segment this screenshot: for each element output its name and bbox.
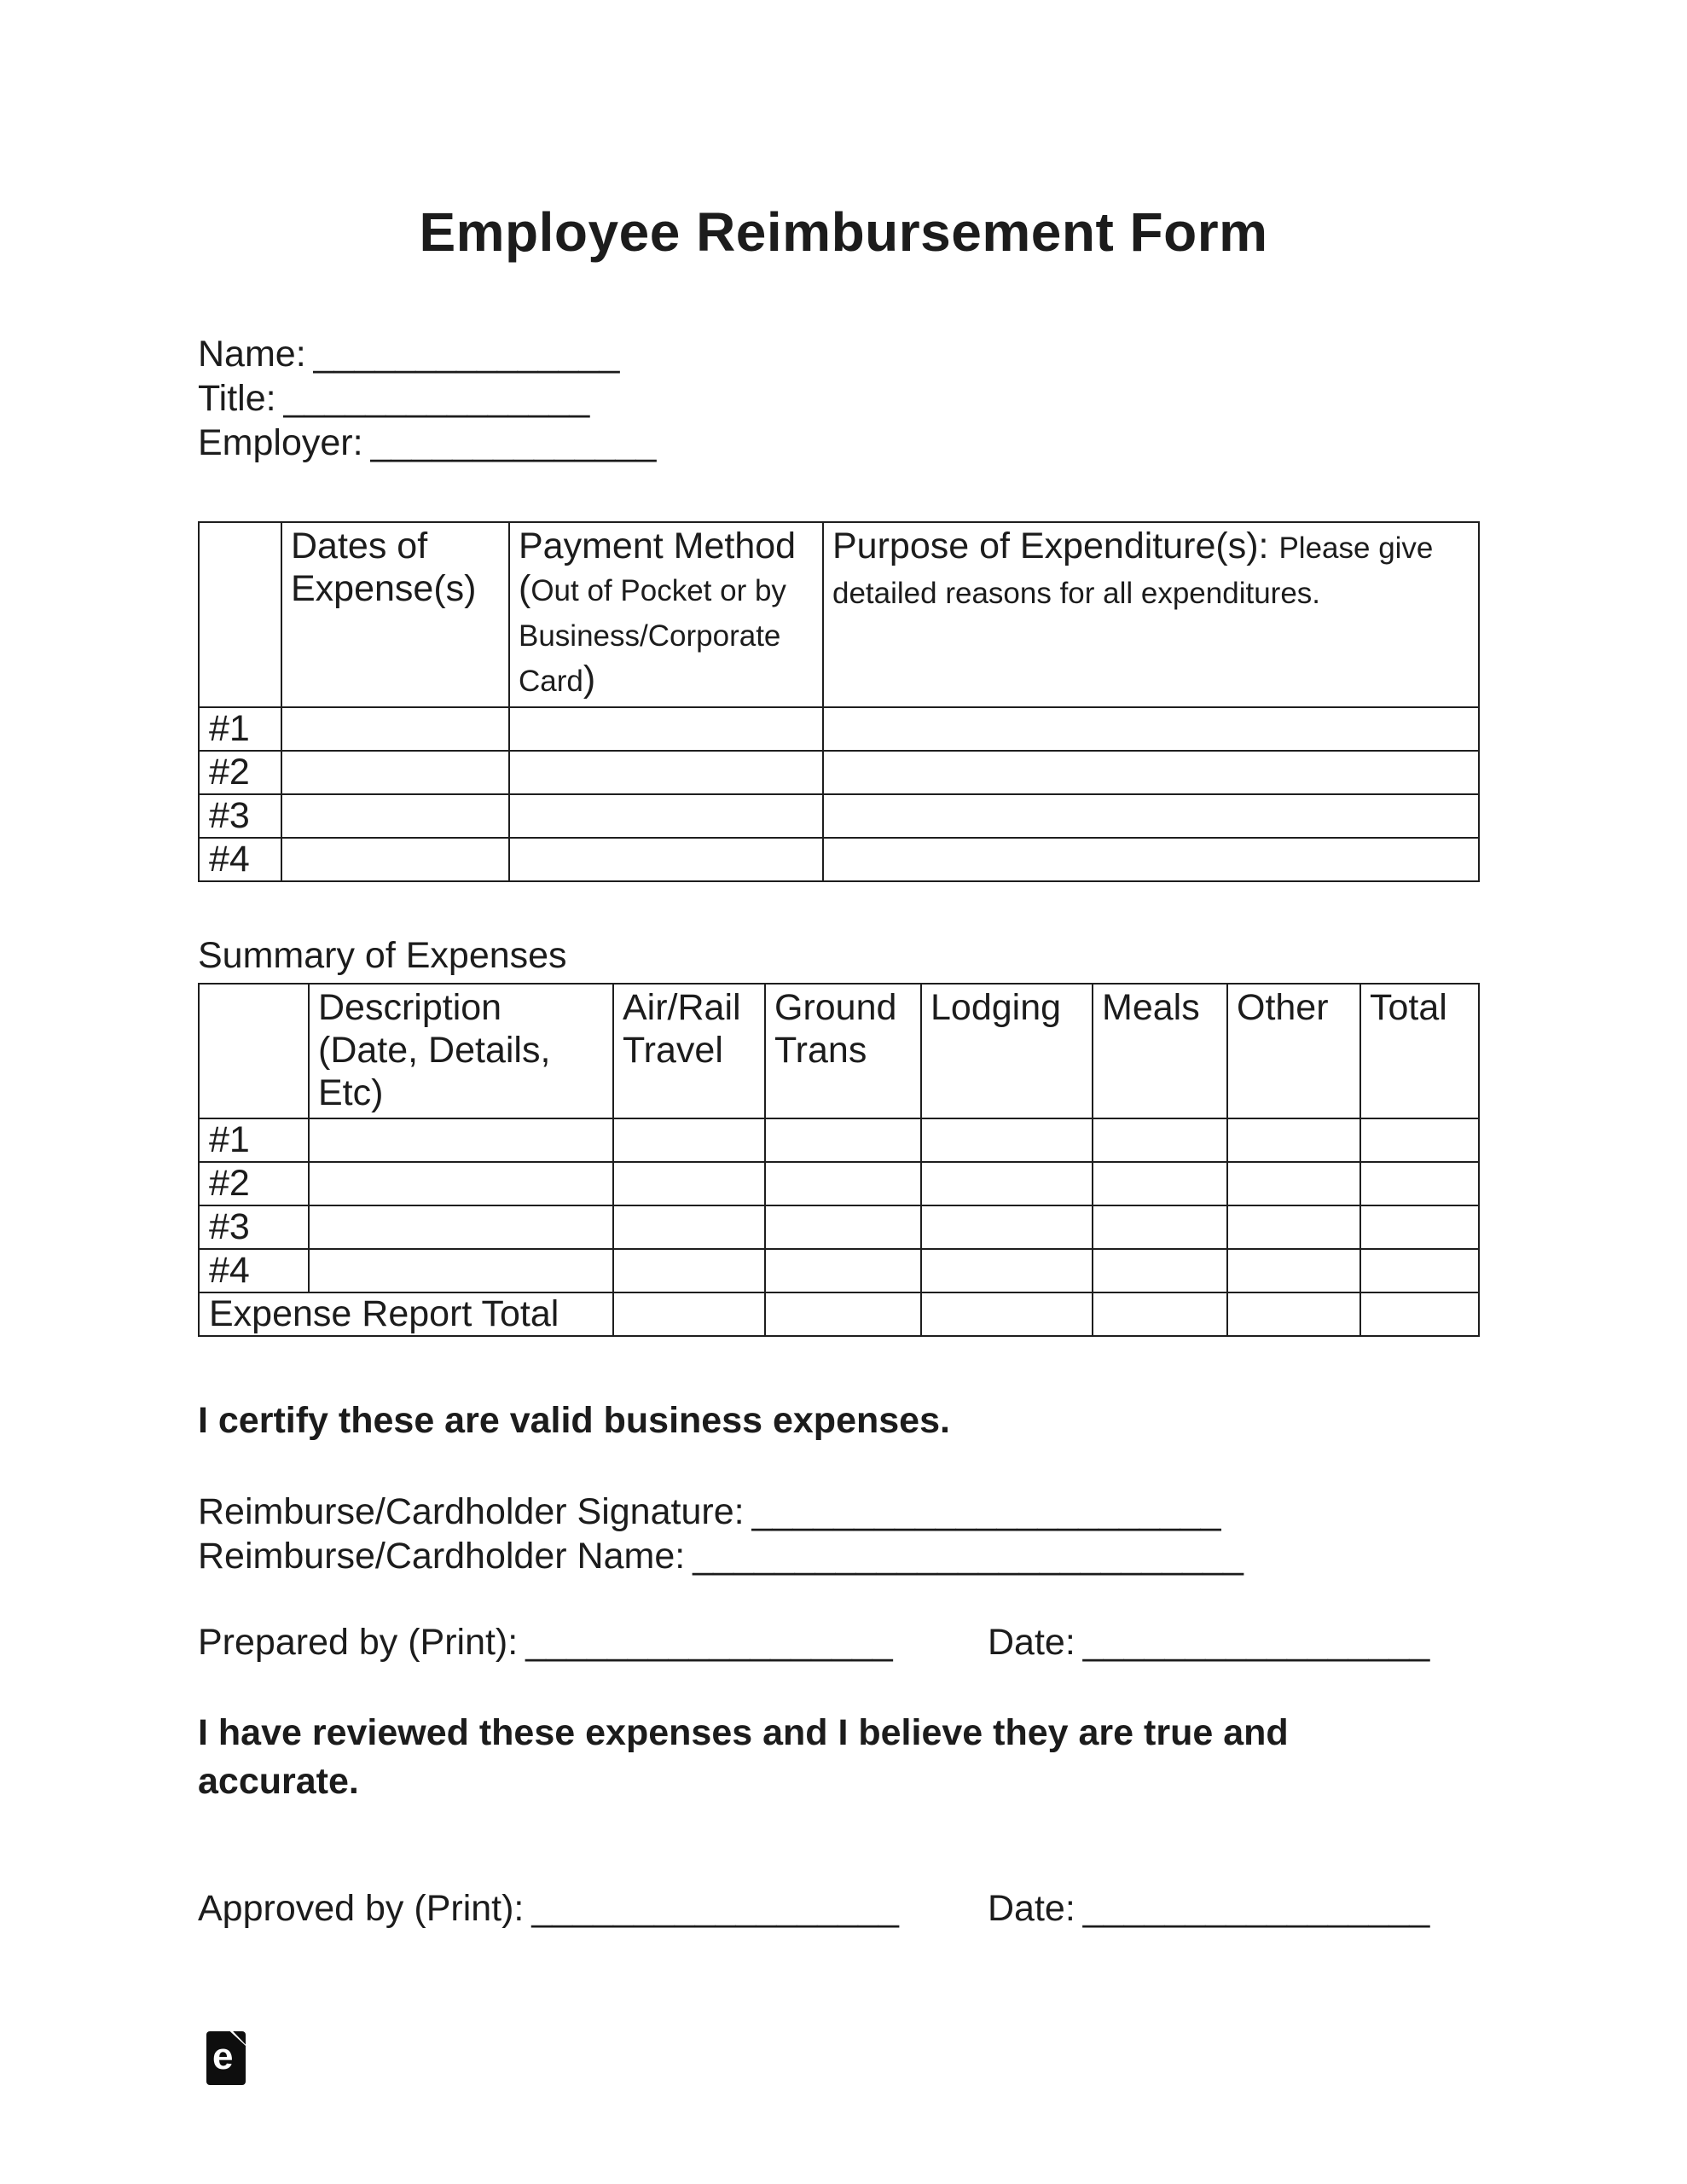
summary-of-expenses-heading: Summary of Expenses [198,935,567,976]
payment-method-subtext: (Out of Pocket or by Business/Corporate Card) [519,568,786,700]
summary-row-2 [199,1162,1479,1205]
approved-by-label: Approved by (Print): [198,1888,525,1929]
payment-method-cell[interactable] [509,751,823,794]
expense-row-4 [199,838,1479,881]
description-cell[interactable] [309,1162,613,1205]
purpose-cell[interactable] [823,794,1479,838]
total-header: Total [1360,984,1479,1118]
purpose-cell[interactable] [823,751,1479,794]
ground-trans-total-cell[interactable] [765,1292,921,1336]
other-cell[interactable] [1227,1118,1360,1162]
expense-row-1 [199,707,1479,751]
payment-method-cell[interactable] [509,838,823,881]
ground-trans-cell[interactable] [765,1118,921,1162]
air-rail-total-cell[interactable] [613,1292,765,1336]
lodging-cell[interactable] [921,1249,1093,1292]
name-fill-line[interactable]: _______________ [313,334,620,375]
other-header: Other [1227,984,1360,1118]
other-cell[interactable] [1227,1205,1360,1249]
purpose-header: Purpose of Expenditure(s): Please give detailed reasons for all expenditures. [823,522,1479,707]
summary-header-row [199,984,1479,1118]
meals-total-cell[interactable] [1093,1292,1227,1336]
lodging-cell[interactable] [921,1118,1093,1162]
ground-trans-header: Ground Trans [765,984,921,1118]
logo-letter-e: e [212,2036,234,2077]
payment-method-cell[interactable] [509,794,823,838]
name-label: Name: [198,334,306,375]
cardholder-name-row [198,1534,1244,1578]
cardholder-name-label: Reimburse/Cardholder Name: [198,1536,686,1577]
dates-of-expense-header: Dates of Expense(s) [281,522,509,707]
expense-detail-table [198,521,1480,882]
title-row [198,376,656,421]
other-cell[interactable] [1227,1162,1360,1205]
ground-trans-cell[interactable] [765,1249,921,1292]
row-number-label: #1 [199,707,281,751]
expense-report-total-label: Expense Report Total [199,1292,613,1336]
row-number-label: #3 [199,1205,309,1249]
lodging-total-cell[interactable] [921,1292,1093,1336]
meals-cell[interactable] [1093,1249,1227,1292]
approved-date-line[interactable]: _________________ [1082,1888,1430,1929]
approved-date-label: Date: [988,1888,1075,1929]
description-cell[interactable] [309,1118,613,1162]
cardholder-signature-line[interactable]: _______________________ [751,1491,1221,1532]
air-rail-cell[interactable] [613,1205,765,1249]
row-number-label: #4 [199,1249,309,1292]
total-cell[interactable] [1360,1249,1479,1292]
eforms-logo [206,2031,246,2085]
description-cell[interactable] [309,1205,613,1249]
corner-cell [199,522,281,707]
employer-row [198,421,656,465]
dates-cell[interactable] [281,751,509,794]
form-title: Employee Reimbursement Form [419,201,1268,263]
prepared-by-line[interactable]: __________________ [525,1622,893,1663]
prepared-by-label: Prepared by (Print): [198,1622,519,1663]
expense-row-3 [199,794,1479,838]
air-rail-cell[interactable] [613,1249,765,1292]
row-number-label: #4 [199,838,281,881]
grand-total-cell[interactable] [1360,1292,1479,1336]
dates-cell[interactable] [281,838,509,881]
payment-method-header [509,522,823,707]
corner-cell [199,984,309,1118]
summary-row-1 [199,1118,1479,1162]
expense-row-2 [199,751,1479,794]
air-rail-travel-header: Air/Rail Travel [613,984,765,1118]
name-row [198,332,656,376]
cardholder-name-line[interactable]: ___________________________ [693,1536,1244,1577]
ground-trans-cell[interactable] [765,1162,921,1205]
total-cell[interactable] [1360,1162,1479,1205]
summary-row-4 [199,1249,1479,1292]
other-cell[interactable] [1227,1249,1360,1292]
dates-cell[interactable] [281,794,509,838]
prepared-date-line[interactable]: _________________ [1082,1622,1430,1663]
employer-fill-line[interactable]: ______________ [370,422,657,463]
prepared-by-row [198,1620,1478,1664]
signature-block [198,1490,1244,1578]
prepared-date-label: Date: [988,1622,1075,1663]
payment-method-title: Payment Method [519,526,797,566]
description-header: Description (Date, Details, Etc) [309,984,613,1118]
review-statement: I have reviewed these expenses and I believe they are true and accurate. [198,1712,1289,1802]
meals-header: Meals [1093,984,1227,1118]
cardholder-signature-label: Reimburse/Cardholder Signature: [198,1491,745,1532]
row-number-label: #3 [199,794,281,838]
lodging-header: Lodging [921,984,1093,1118]
total-cell[interactable] [1360,1118,1479,1162]
approved-by-line[interactable]: __________________ [531,1888,899,1929]
employer-label: Employer: [198,422,363,463]
expense-detail-header-row [199,522,1479,707]
lodging-cell[interactable] [921,1205,1093,1249]
air-rail-cell[interactable] [613,1162,765,1205]
meals-cell[interactable] [1093,1162,1227,1205]
summary-row-3 [199,1205,1479,1249]
prepared-date-group [988,1620,1429,1664]
cardholder-signature-row [198,1490,1244,1534]
title-fill-line[interactable]: _______________ [283,378,590,419]
expense-summary-table [198,983,1480,1337]
title-label: Title: [198,378,276,419]
row-number-label: #1 [199,1118,309,1162]
purpose-cell[interactable] [823,838,1479,881]
certify-statement: I certify these are valid business expenses. [198,1400,950,1441]
expense-report-total-row [199,1292,1479,1336]
meals-cell[interactable] [1093,1205,1227,1249]
lodging-cell[interactable] [921,1162,1093,1205]
total-cell[interactable] [1360,1205,1479,1249]
meals-cell[interactable] [1093,1118,1227,1162]
employee-info-block [198,332,656,465]
row-number-label: #2 [199,1162,309,1205]
ground-trans-cell[interactable] [765,1205,921,1249]
description-cell[interactable] [309,1249,613,1292]
purpose-cell[interactable] [823,707,1479,751]
air-rail-cell[interactable] [613,1118,765,1162]
dates-cell[interactable] [281,707,509,751]
approved-by-row [198,1886,1478,1931]
other-total-cell[interactable] [1227,1292,1360,1336]
row-number-label: #2 [199,751,281,794]
approved-date-group [988,1886,1429,1931]
payment-method-cell[interactable] [509,707,823,751]
